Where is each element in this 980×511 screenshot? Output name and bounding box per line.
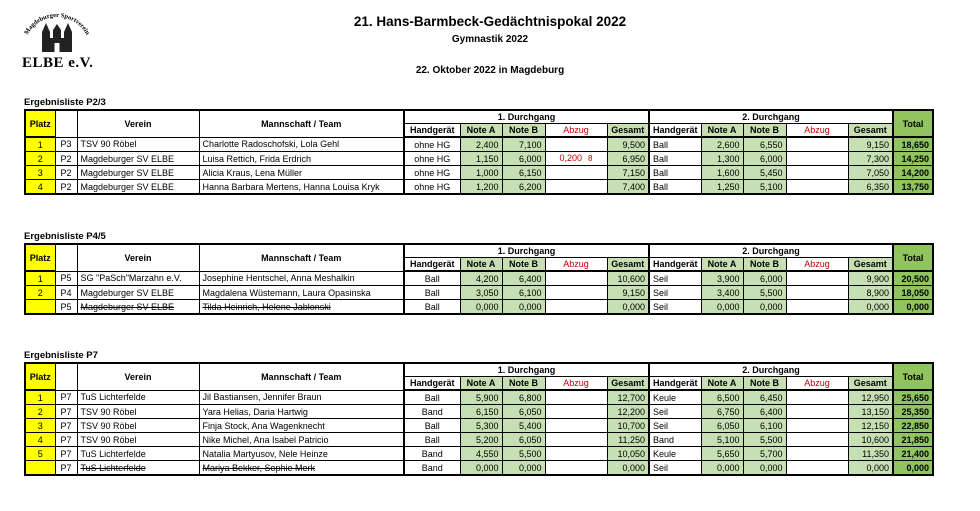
- platz-cell: 3: [25, 419, 55, 433]
- gesamt-1-cell: 7,150: [607, 166, 649, 180]
- col-header-durchgang-2: 2. Durchgang: [649, 363, 893, 377]
- table-row: [25, 433, 933, 447]
- table-row: [25, 461, 933, 476]
- verein-cell: Magdeburger SV ELBE: [77, 286, 199, 300]
- table-row: [25, 180, 933, 195]
- total-cell: 0,000: [893, 300, 933, 315]
- section-title: Ergebnisliste P2/3: [24, 97, 106, 108]
- verein-cell: TSV 90 Röbel: [77, 419, 199, 433]
- category-cell: P7: [55, 433, 77, 447]
- team-cell: Charlotte Radoschofski, Lola Gehl: [199, 137, 404, 152]
- note-a-2-cell: 2,600: [701, 137, 743, 152]
- col-header-gesamt-1: Gesamt: [607, 377, 649, 391]
- gesamt-1-cell: 12,200: [607, 405, 649, 419]
- team-cell: Natalia Martyusov, Nele Heinze: [199, 447, 404, 461]
- gesamt-1-cell: 11,250: [607, 433, 649, 447]
- team-cell: Nike Michel, Ana Isabel Patricio: [199, 433, 404, 447]
- col-header-abzug-2: Abzug: [786, 258, 848, 272]
- note-a-2-cell: 3,900: [701, 271, 743, 286]
- logo-arc-text: Magdeburger Sportverein: [23, 11, 91, 37]
- col-header-handgeraet-1: Handgerät: [404, 377, 460, 391]
- results-table: [24, 362, 934, 476]
- note-b-2-cell: 0,000: [743, 300, 786, 315]
- total-cell: 21,850: [893, 433, 933, 447]
- platz-cell: 3: [25, 166, 55, 180]
- handgeraet-1-cell: Ball: [404, 433, 460, 447]
- handgeraet-1-cell: ohne HG: [404, 152, 460, 166]
- handgeraet-2-cell: Seil: [649, 271, 701, 286]
- table-row: [25, 152, 933, 166]
- col-header-team: Mannschaft / Team: [199, 363, 404, 390]
- table-row: [25, 405, 933, 419]
- note-a-2-cell: 6,500: [701, 390, 743, 405]
- gesamt-1-cell: 12,700: [607, 390, 649, 405]
- gesamt-1-cell: 6,950: [607, 152, 649, 166]
- col-header-note-b-1: Note B: [502, 377, 545, 391]
- platz-cell: 2: [25, 152, 55, 166]
- col-header-note-a-1: Note A: [460, 377, 502, 391]
- abzug-1-cell: [545, 152, 607, 166]
- gesamt-1-cell: 9,150: [607, 286, 649, 300]
- table-row: [25, 271, 933, 286]
- col-header-note-a-2: Note A: [701, 377, 743, 391]
- team-cell: Tilda Heinrich, Helene Jablonski: [199, 300, 404, 315]
- total-cell: 0,000: [893, 461, 933, 476]
- team-cell: Alicia Kraus, Lena Müller: [199, 166, 404, 180]
- gesamt-2-cell: 11,350: [848, 447, 893, 461]
- table-row: [25, 419, 933, 433]
- verein-cell: SG "PaSch"Marzahn e.V.: [77, 271, 199, 286]
- handgeraet-2-cell: Seil: [649, 300, 701, 315]
- total-cell: 25,650: [893, 390, 933, 405]
- handgeraet-1-cell: Band: [404, 447, 460, 461]
- col-header-note-b-2: Note B: [743, 124, 786, 138]
- col-header-abzug-2: Abzug: [786, 124, 848, 138]
- handgeraet-1-cell: Band: [404, 461, 460, 476]
- handgeraet-2-cell: Ball: [649, 180, 701, 195]
- col-header-durchgang-2: 2. Durchgang: [649, 110, 893, 124]
- abzug-2-cell: [786, 461, 848, 476]
- note-b-2-cell: 6,550: [743, 137, 786, 152]
- gesamt-2-cell: 7,300: [848, 152, 893, 166]
- gesamt-2-cell: 7,050: [848, 166, 893, 180]
- platz-cell: [25, 461, 55, 476]
- category-cell: P3: [55, 137, 77, 152]
- note-a-2-cell: 5,100: [701, 433, 743, 447]
- abzug-1-cell: [545, 390, 607, 405]
- col-header-platz: Platz: [25, 110, 55, 137]
- category-cell: P2: [55, 180, 77, 195]
- col-header-note-b-1: Note B: [502, 124, 545, 138]
- verein-cell: Magdeburger SV ELBE: [77, 300, 199, 315]
- note-b-2-cell: 6,450: [743, 390, 786, 405]
- platz-cell: [25, 300, 55, 315]
- note-a-1-cell: 3,050: [460, 286, 502, 300]
- col-header-total: Total: [893, 244, 933, 271]
- note-a-1-cell: 4,550: [460, 447, 502, 461]
- category-cell: P7: [55, 461, 77, 476]
- platz-cell: 1: [25, 271, 55, 286]
- abzug-1-note: 8: [588, 154, 593, 163]
- col-header-note-b-2: Note B: [743, 258, 786, 272]
- col-header-gesamt-2: Gesamt: [848, 258, 893, 272]
- handgeraet-2-cell: Ball: [649, 166, 701, 180]
- abzug-1-cell: [545, 286, 607, 300]
- col-header-verein: Verein: [77, 110, 199, 137]
- gesamt-1-cell: 10,050: [607, 447, 649, 461]
- verein-cell: TuS Lichterfelde: [77, 390, 199, 405]
- team-cell: Luisa Rettich, Frida Erdrich: [199, 152, 404, 166]
- category-cell: P4: [55, 286, 77, 300]
- handgeraet-1-cell: Ball: [404, 390, 460, 405]
- abzug-1-value: 0,200: [559, 153, 583, 163]
- abzug-2-cell: [786, 300, 848, 315]
- category-cell: P7: [55, 447, 77, 461]
- team-cell: Mariya Bekker, Sophie Merk: [199, 461, 404, 476]
- gesamt-1-cell: 0,000: [607, 300, 649, 315]
- note-b-1-cell: 5,400: [502, 419, 545, 433]
- verein-cell: Magdeburger SV ELBE: [77, 180, 199, 195]
- abzug-1-cell: [545, 447, 607, 461]
- col-header-durchgang-1: 1. Durchgang: [404, 244, 649, 258]
- note-a-2-cell: 1,250: [701, 180, 743, 195]
- note-a-2-cell: 6,750: [701, 405, 743, 419]
- abzug-1-cell: [545, 405, 607, 419]
- col-header-note-a-2: Note A: [701, 258, 743, 272]
- note-b-1-cell: 6,200: [502, 180, 545, 195]
- note-a-1-cell: 5,300: [460, 419, 502, 433]
- abzug-1-cell: [545, 166, 607, 180]
- col-header-blank: [55, 110, 77, 137]
- note-a-1-cell: 2,400: [460, 137, 502, 152]
- handgeraet-1-cell: ohne HG: [404, 180, 460, 195]
- abzug-2-cell: [786, 405, 848, 419]
- note-a-2-cell: 1,300: [701, 152, 743, 166]
- note-a-2-cell: 3,400: [701, 286, 743, 300]
- note-a-1-cell: 1,200: [460, 180, 502, 195]
- note-a-2-cell: 1,600: [701, 166, 743, 180]
- page-subtitle: Gymnastik 2022: [451, 34, 529, 45]
- gesamt-2-cell: 0,000: [848, 461, 893, 476]
- col-header-handgeraet-2: Handgerät: [649, 377, 701, 391]
- col-header-verein: Verein: [77, 244, 199, 271]
- col-header-note-b-2: Note B: [743, 377, 786, 391]
- results-table: [24, 109, 934, 195]
- team-cell: Hanna Barbara Mertens, Hanna Louisa Kryk: [199, 180, 404, 195]
- gesamt-1-cell: 10,700: [607, 419, 649, 433]
- gesamt-2-cell: 10,600: [848, 433, 893, 447]
- handgeraet-1-cell: Band: [404, 405, 460, 419]
- abzug-2-cell: [786, 180, 848, 195]
- abzug-2-cell: [786, 166, 848, 180]
- platz-cell: 1: [25, 137, 55, 152]
- table-row: [25, 390, 933, 405]
- table-row: [25, 300, 933, 315]
- note-b-1-cell: 6,050: [502, 405, 545, 419]
- note-b-2-cell: 5,500: [743, 286, 786, 300]
- page-title: 21. Hans-Barmbeck-Gedächtnispokal 2022: [353, 14, 627, 29]
- date-line: 22. Oktober 2022 in Magdeburg: [415, 65, 565, 76]
- gesamt-2-cell: 9,150: [848, 137, 893, 152]
- col-header-platz: Platz: [25, 363, 55, 390]
- gesamt-2-cell: 8,900: [848, 286, 893, 300]
- platz-cell: 4: [25, 433, 55, 447]
- platz-cell: 5: [25, 447, 55, 461]
- note-a-2-cell: 5,650: [701, 447, 743, 461]
- col-header-handgeraet-2: Handgerät: [649, 124, 701, 138]
- gesamt-1-cell: 0,000: [607, 461, 649, 476]
- note-a-1-cell: 1,150: [460, 152, 502, 166]
- total-cell: 14,200: [893, 166, 933, 180]
- gesamt-1-cell: 9,500: [607, 137, 649, 152]
- gesamt-2-cell: 12,950: [848, 390, 893, 405]
- note-b-1-cell: 5,500: [502, 447, 545, 461]
- col-header-durchgang-1: 1. Durchgang: [404, 363, 649, 377]
- note-b-2-cell: 6,000: [743, 152, 786, 166]
- platz-cell: 1: [25, 390, 55, 405]
- col-header-gesamt-2: Gesamt: [848, 124, 893, 138]
- note-b-1-cell: 6,050: [502, 433, 545, 447]
- handgeraet-2-cell: Ball: [649, 137, 701, 152]
- note-b-1-cell: 0,000: [502, 300, 545, 315]
- abzug-2-cell: [786, 286, 848, 300]
- table-row: [25, 447, 933, 461]
- logo-name: ELBE e.V.: [22, 55, 94, 71]
- category-cell: P2: [55, 166, 77, 180]
- handgeraet-1-cell: ohne HG: [404, 137, 460, 152]
- verein-cell: TuS Lichterfelde: [77, 461, 199, 476]
- note-b-1-cell: 6,800: [502, 390, 545, 405]
- handgeraet-1-cell: Ball: [404, 271, 460, 286]
- note-a-2-cell: 6,050: [701, 419, 743, 433]
- note-a-1-cell: 0,000: [460, 300, 502, 315]
- abzug-2-cell: [786, 137, 848, 152]
- abzug-1-cell: [545, 137, 607, 152]
- abzug-2-cell: [786, 447, 848, 461]
- note-a-2-cell: 0,000: [701, 300, 743, 315]
- category-cell: P7: [55, 405, 77, 419]
- handgeraet-2-cell: Seil: [649, 286, 701, 300]
- abzug-1-cell: [545, 433, 607, 447]
- handgeraet-1-cell: Ball: [404, 300, 460, 315]
- col-header-handgeraet-1: Handgerät: [404, 124, 460, 138]
- table-row: [25, 166, 933, 180]
- total-cell: 18,050: [893, 286, 933, 300]
- total-cell: 13,750: [893, 180, 933, 195]
- abzug-2-cell: [786, 419, 848, 433]
- category-cell: P2: [55, 152, 77, 166]
- team-cell: Yara Helias, Daria Hartwig: [199, 405, 404, 419]
- team-cell: Finja Stock, Ana Wagenknecht: [199, 419, 404, 433]
- col-header-blank: [55, 363, 77, 390]
- note-b-2-cell: 5,700: [743, 447, 786, 461]
- abzug-2-cell: [786, 390, 848, 405]
- handgeraet-1-cell: ohne HG: [404, 166, 460, 180]
- col-header-total: Total: [893, 110, 933, 137]
- col-header-abzug-1: Abzug: [545, 124, 607, 138]
- note-b-1-cell: 6,150: [502, 166, 545, 180]
- note-b-1-cell: 0,000: [502, 461, 545, 476]
- table-row: [25, 137, 933, 152]
- note-b-2-cell: 0,000: [743, 461, 786, 476]
- gesamt-2-cell: 12,150: [848, 419, 893, 433]
- note-a-1-cell: 1,000: [460, 166, 502, 180]
- note-b-2-cell: 6,000: [743, 271, 786, 286]
- col-header-note-a-1: Note A: [460, 258, 502, 272]
- total-cell: 25,350: [893, 405, 933, 419]
- note-a-1-cell: 4,200: [460, 271, 502, 286]
- handgeraet-2-cell: Seil: [649, 405, 701, 419]
- col-header-gesamt-1: Gesamt: [607, 124, 649, 138]
- handgeraet-2-cell: Keule: [649, 390, 701, 405]
- verein-cell: Magdeburger SV ELBE: [77, 166, 199, 180]
- note-b-2-cell: 5,500: [743, 433, 786, 447]
- verein-cell: TSV 90 Röbel: [77, 433, 199, 447]
- section-title: Ergebnisliste P4/5: [24, 231, 106, 242]
- col-header-team: Mannschaft / Team: [199, 244, 404, 271]
- col-header-durchgang-2: 2. Durchgang: [649, 244, 893, 258]
- category-cell: P7: [55, 419, 77, 433]
- handgeraet-1-cell: Ball: [404, 419, 460, 433]
- note-a-1-cell: 6,150: [460, 405, 502, 419]
- total-cell: 20,500: [893, 271, 933, 286]
- handgeraet-2-cell: Band: [649, 433, 701, 447]
- results-table: [24, 243, 934, 315]
- note-b-1-cell: 6,100: [502, 286, 545, 300]
- handgeraet-1-cell: Ball: [404, 286, 460, 300]
- col-header-note-a-1: Note A: [460, 124, 502, 138]
- category-cell: P5: [55, 271, 77, 286]
- gesamt-2-cell: 9,900: [848, 271, 893, 286]
- note-a-2-cell: 0,000: [701, 461, 743, 476]
- note-b-1-cell: 6,000: [502, 152, 545, 166]
- team-cell: Josephine Hentschel, Anna Meshalkin: [199, 271, 404, 286]
- col-header-handgeraet-1: Handgerät: [404, 258, 460, 272]
- abzug-1-cell: [545, 271, 607, 286]
- total-cell: 14,250: [893, 152, 933, 166]
- gesamt-1-cell: 10,600: [607, 271, 649, 286]
- handgeraet-2-cell: Keule: [649, 447, 701, 461]
- col-header-abzug-2: Abzug: [786, 377, 848, 391]
- note-b-2-cell: 6,400: [743, 405, 786, 419]
- gesamt-2-cell: 0,000: [848, 300, 893, 315]
- handgeraet-2-cell: Ball: [649, 152, 701, 166]
- abzug-1-cell: [545, 180, 607, 195]
- col-header-abzug-1: Abzug: [545, 377, 607, 391]
- team-cell: Jil Bastiansen, Jennifer Braun: [199, 390, 404, 405]
- verein-cell: TSV 90 Röbel: [77, 405, 199, 419]
- platz-cell: 2: [25, 286, 55, 300]
- abzug-2-cell: [786, 433, 848, 447]
- col-header-total: Total: [893, 363, 933, 390]
- table-row: [25, 286, 933, 300]
- col-header-team: Mannschaft / Team: [199, 110, 404, 137]
- col-header-platz: Platz: [25, 244, 55, 271]
- note-a-1-cell: 0,000: [460, 461, 502, 476]
- handgeraet-2-cell: Seil: [649, 461, 701, 476]
- verein-cell: Magdeburger SV ELBE: [77, 152, 199, 166]
- note-b-1-cell: 6,400: [502, 271, 545, 286]
- gesamt-2-cell: 6,350: [848, 180, 893, 195]
- col-header-blank: [55, 244, 77, 271]
- note-a-1-cell: 5,200: [460, 433, 502, 447]
- col-header-note-a-2: Note A: [701, 124, 743, 138]
- abzug-2-cell: [786, 271, 848, 286]
- category-cell: P7: [55, 390, 77, 405]
- abzug-2-cell: [786, 152, 848, 166]
- abzug-1-cell: [545, 461, 607, 476]
- col-header-gesamt-2: Gesamt: [848, 377, 893, 391]
- total-cell: 18,650: [893, 137, 933, 152]
- handgeraet-2-cell: Seil: [649, 419, 701, 433]
- section-title: Ergebnisliste P7: [24, 350, 98, 361]
- platz-cell: 4: [25, 180, 55, 195]
- note-a-1-cell: 5,900: [460, 390, 502, 405]
- gesamt-1-cell: 7,400: [607, 180, 649, 195]
- total-cell: 21,400: [893, 447, 933, 461]
- note-b-2-cell: 5,450: [743, 166, 786, 180]
- note-b-1-cell: 7,100: [502, 137, 545, 152]
- col-header-abzug-1: Abzug: [545, 258, 607, 272]
- category-cell: P5: [55, 300, 77, 315]
- col-header-handgeraet-2: Handgerät: [649, 258, 701, 272]
- total-cell: 22,850: [893, 419, 933, 433]
- col-header-gesamt-1: Gesamt: [607, 258, 649, 272]
- col-header-durchgang-1: 1. Durchgang: [404, 110, 649, 124]
- team-cell: Magdalena Wüstemann, Laura Opasinska: [199, 286, 404, 300]
- verein-cell: TSV 90 Röbel: [77, 137, 199, 152]
- col-header-verein: Verein: [77, 363, 199, 390]
- note-b-2-cell: 6,100: [743, 419, 786, 433]
- platz-cell: 2: [25, 405, 55, 419]
- note-b-2-cell: 5,100: [743, 180, 786, 195]
- verein-cell: TuS Lichterfelde: [77, 447, 199, 461]
- col-header-note-b-1: Note B: [502, 258, 545, 272]
- abzug-1-cell: [545, 300, 607, 315]
- abzug-1-cell: [545, 419, 607, 433]
- gesamt-2-cell: 13,150: [848, 405, 893, 419]
